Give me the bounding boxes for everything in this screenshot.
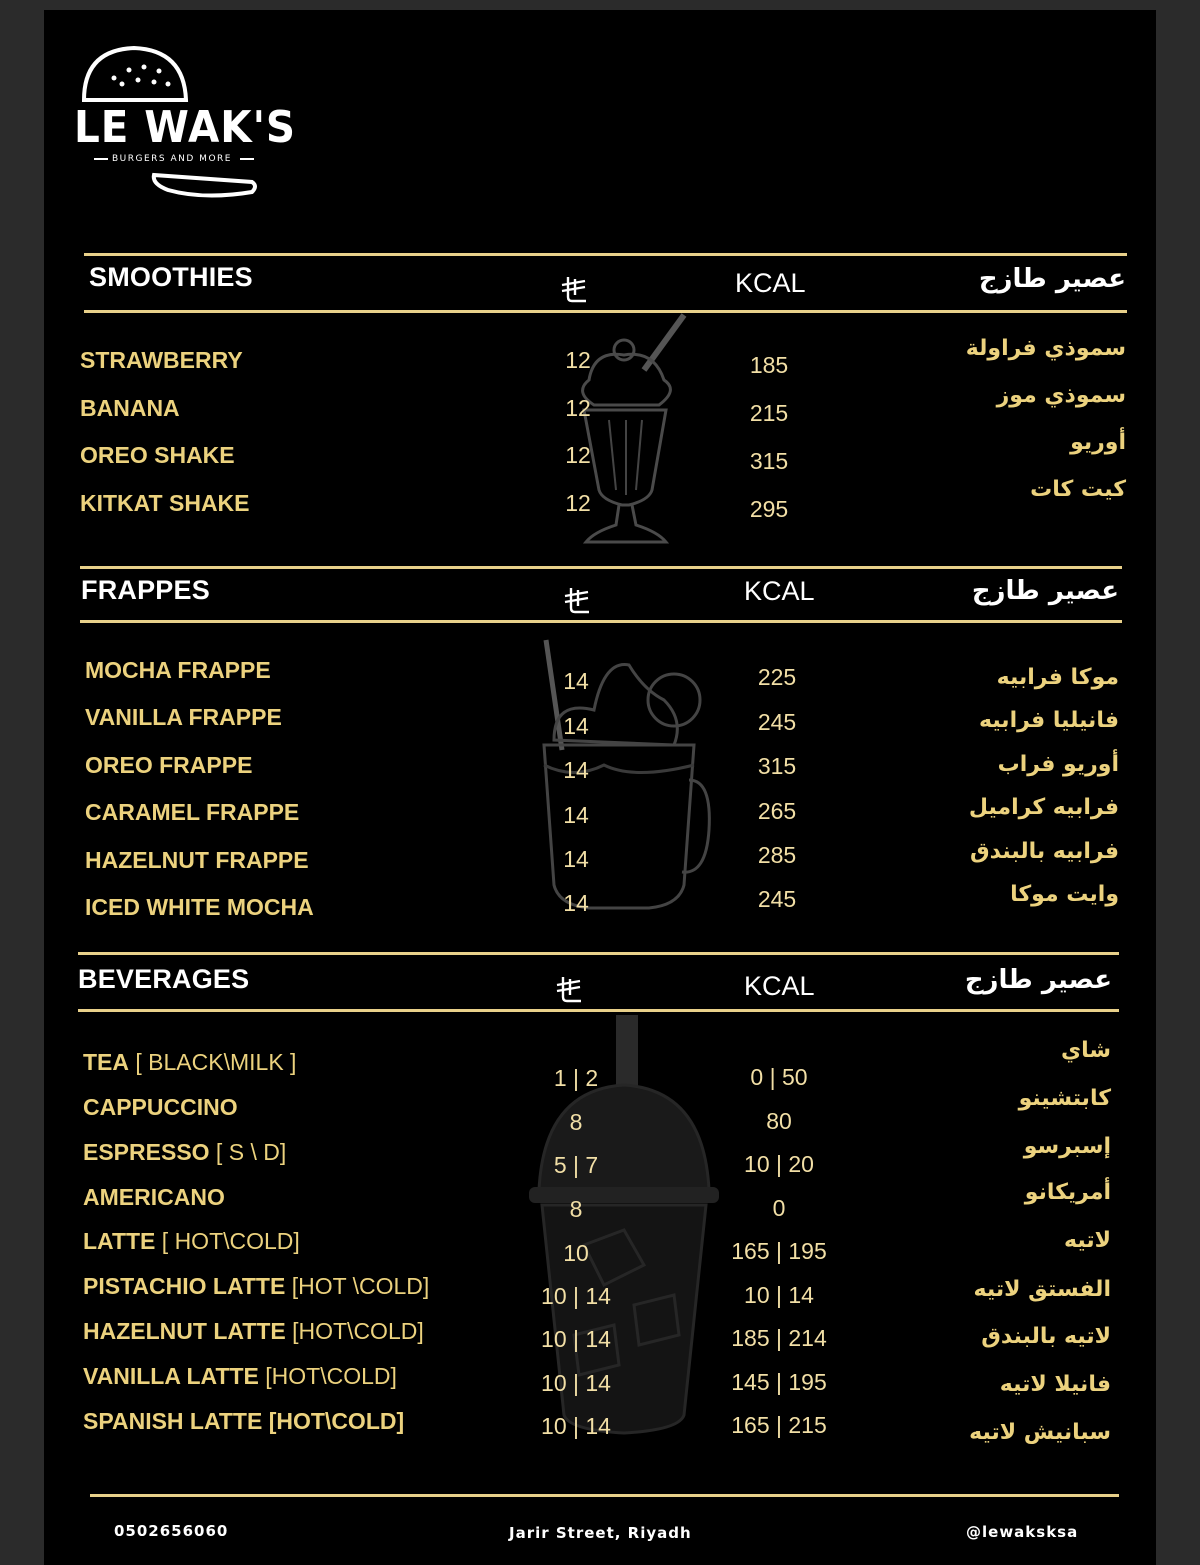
item-modifier: [ BLACK\MILK ] <box>129 1049 297 1075</box>
item-price: 8 <box>569 1196 583 1222</box>
item-name-ar: أمريكانو <box>1024 1180 1111 1205</box>
item-name: CARAMEL FRAPPE <box>85 799 300 825</box>
item-name-ar: لاتيه بالبندق <box>981 1324 1111 1349</box>
item-name <box>83 1139 286 1166</box>
item-kcal: 295 <box>749 496 789 522</box>
item-name-main: SPANISH LATTE <box>83 1408 263 1434</box>
item-name-ar: كيت كات <box>1030 477 1126 502</box>
item-price: 14 <box>563 668 589 694</box>
item-kcal: 165 | 195 <box>731 1238 827 1264</box>
item-name-main: VANILLA LATTE <box>83 1363 259 1389</box>
item-kcal: 80 <box>766 1108 792 1134</box>
item-name-ar: موكا فرابيه <box>996 665 1119 690</box>
item-price: 14 <box>563 757 589 783</box>
section-title-smoothies: SMOOTHIES <box>89 262 253 292</box>
footer-rule <box>90 1494 1119 1497</box>
item-price: 5 | 7 <box>553 1152 599 1178</box>
item-price: 1 | 2 <box>553 1065 599 1091</box>
item-name-ar: سموذي فراولة <box>965 336 1126 361</box>
item-kcal: 10 | 20 <box>744 1151 814 1177</box>
smoothies-top-rule <box>84 253 1127 256</box>
section-title-ar-smoothies: عصير طازج <box>978 264 1126 294</box>
kcal-header: KCAL <box>744 576 815 606</box>
item-name-ar: لاتيه <box>1064 1228 1111 1253</box>
item-price: 12 <box>565 442 591 468</box>
item-name-ar: الفستق لاتيه <box>973 1277 1111 1302</box>
item-kcal: 0 | 50 <box>750 1064 808 1090</box>
item-name-ar: أوريو فراب <box>997 752 1119 777</box>
item-name-main: AMERICANO <box>83 1184 225 1210</box>
footer-social: @lewaksksa <box>966 1523 1079 1541</box>
item-name-ar: فانيليا فرابيه <box>978 708 1119 733</box>
brand-tagline: BURGERS AND MORE <box>112 154 232 164</box>
riyal-symbol-icon <box>559 275 589 303</box>
item-kcal: 245 <box>757 886 797 912</box>
item-modifier: [ S \ D] <box>209 1139 287 1165</box>
item-name <box>83 1228 300 1255</box>
item-name: BANANA <box>80 395 180 421</box>
item-name-ar: فرابيه كراميل <box>968 795 1119 820</box>
item-modifier: [ HOT\COLD] <box>155 1228 300 1254</box>
item-name <box>83 1184 225 1211</box>
section-title-ar-frappes: عصير طازج <box>971 576 1119 606</box>
item-name-main: PISTACHIO LATTE <box>83 1273 286 1299</box>
item-name-main: LATTE <box>83 1228 156 1254</box>
item-kcal: 215 <box>749 400 789 426</box>
item-name-main: HAZELNUT LATTE <box>83 1318 286 1344</box>
item-name-ar: أوريو <box>1070 430 1126 455</box>
item-price: 14 <box>563 890 589 916</box>
item-price: 12 <box>565 490 591 516</box>
riyal-symbol-icon <box>554 975 584 1003</box>
item-kcal: 0 <box>772 1195 786 1221</box>
item-kcal: 315 <box>749 448 789 474</box>
item-name-ar: فرابيه بالبندق <box>970 839 1119 864</box>
item-name: KITKAT SHAKE <box>80 490 250 516</box>
item-price: 14 <box>563 846 589 872</box>
item-name-ar: وايت موكا <box>1010 882 1119 907</box>
brand-name: LE WAK'S <box>74 102 296 153</box>
section-title-ar-beverages: عصير طازج <box>964 965 1112 995</box>
footer-address: Jarir Street, Riyadh <box>509 1524 692 1542</box>
menu-page <box>44 10 1156 1565</box>
item-name: OREO SHAKE <box>80 442 235 468</box>
item-name-ar: كابتشينو <box>1018 1086 1111 1111</box>
item-name <box>83 1318 424 1345</box>
section-title-frappes: FRAPPES <box>81 575 210 605</box>
item-price: 10 | 14 <box>541 1283 611 1309</box>
frappes-top-rule <box>80 566 1122 569</box>
beverages-bottom-rule <box>78 1009 1119 1012</box>
item-price: 12 <box>565 395 591 421</box>
item-modifier: [HOT \COLD] <box>285 1273 430 1299</box>
kcal-header: KCAL <box>735 268 806 298</box>
item-kcal: 265 <box>757 798 797 824</box>
riyal-symbol-icon <box>562 586 592 614</box>
item-kcal: 185 <box>749 352 789 378</box>
item-modifier: [HOT\COLD] <box>285 1318 424 1344</box>
item-kcal: 185 | 214 <box>731 1325 827 1351</box>
item-name: MOCHA FRAPPE <box>85 657 271 683</box>
item-price: 10 | 14 <box>541 1413 611 1439</box>
item-name-ar: فانيلا لاتيه <box>999 1372 1111 1397</box>
frappes-bottom-rule <box>80 620 1122 623</box>
beverages-top-rule <box>78 952 1119 955</box>
footer-phone: 0502656060 <box>114 1522 229 1540</box>
item-name: OREO FRAPPE <box>85 752 253 778</box>
item-modifier: [HOT\COLD] <box>262 1408 405 1434</box>
item-price: 12 <box>565 347 591 373</box>
item-name <box>83 1363 397 1390</box>
section-title-beverages: BEVERAGES <box>78 964 250 994</box>
item-name-ar: إسبرسو <box>1023 1134 1111 1159</box>
item-name-main: CAPPUCCINO <box>83 1094 238 1120</box>
item-name <box>83 1273 429 1300</box>
item-price: 10 | 14 <box>541 1370 611 1396</box>
item-kcal: 285 <box>757 842 797 868</box>
item-name-ar: سموذي موز <box>996 383 1126 408</box>
item-name: HAZELNUT FRAPPE <box>85 847 309 873</box>
item-kcal: 10 | 14 <box>744 1282 814 1308</box>
kcal-header: KCAL <box>744 971 815 1001</box>
item-name: STRAWBERRY <box>80 347 243 373</box>
item-name-ar: شاي <box>1060 1038 1111 1063</box>
item-name-main: TEA <box>83 1049 129 1075</box>
item-price: 10 <box>563 1240 589 1266</box>
item-price: 14 <box>563 802 589 828</box>
item-price: 14 <box>563 713 589 739</box>
item-name: VANILLA FRAPPE <box>85 704 282 730</box>
item-price: 8 <box>569 1109 583 1135</box>
item-price: 10 | 14 <box>541 1326 611 1352</box>
item-kcal: 145 | 195 <box>731 1369 827 1395</box>
smoothies-bottom-rule <box>84 310 1127 313</box>
item-name-main: ESPRESSO <box>83 1139 210 1165</box>
item-kcal: 165 | 215 <box>731 1412 827 1438</box>
item-name <box>83 1094 238 1121</box>
item-name-ar: سبانيش لاتيه <box>969 1420 1111 1445</box>
item-name <box>83 1408 404 1435</box>
item-kcal: 245 <box>757 709 797 735</box>
item-modifier: [HOT\COLD] <box>258 1363 397 1389</box>
item-kcal: 225 <box>757 664 797 690</box>
item-name <box>83 1049 296 1076</box>
item-name: ICED WHITE MOCHA <box>85 894 314 920</box>
item-kcal: 315 <box>757 753 797 779</box>
